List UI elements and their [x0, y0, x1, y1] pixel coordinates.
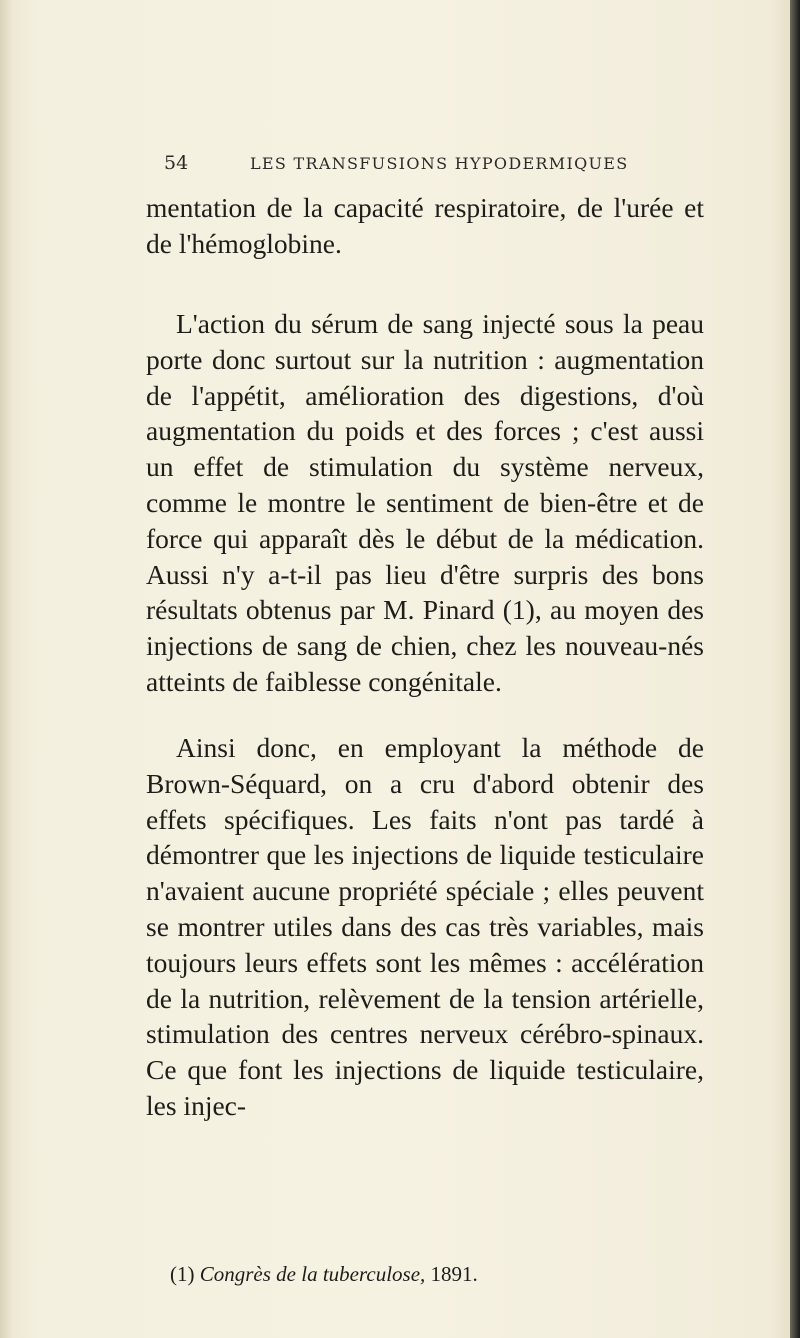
running-head: LES TRANSFUSIONS HYPODERMIQUES	[250, 154, 629, 173]
paragraph-1: mentation de la capacité respiratoire, de l'urée et de l'hémoglobine.	[146, 192, 704, 259]
page-left-edge	[0, 0, 12, 1338]
footnote-marker: (1)	[170, 1262, 195, 1286]
book-binding-edge	[790, 0, 800, 1338]
footnote	[170, 1262, 478, 1287]
paragraph-3: Ainsi donc, en employant la méthode de Brown-Séquard, on a cru d'abord obtenir des effets spécifiques. Les faits n'ont pas tardé à démontrer que les injections de liquide testiculaire n'avaient aucune propriété spéciale ; elles peuvent se montrer utiles dans des cas très variables, mais toujours leurs effets sont les mêmes : accélération de la nutrition, relèvement de la tension artérielle, stimulation des centres nerveux cérébro-spinaux. Ce que font les injections de liquide testiculaire, les injec-	[146, 732, 704, 1121]
page-number: 54	[164, 152, 189, 174]
footnote-title: Congrès de la tuberculose,	[199, 1262, 426, 1286]
paragraph-2: L'action du sérum de sang injecté sous la peau porte donc surtout sur la nutrition : augmentation de l'appétit, amélioration des digestions, d'où augmentation du poids et des forces ; c'est aussi un effet de stimulation du système nerveux, comme le montre le sentiment de bien-être et de force qui apparaît dès le début de la médication. Aussi n'y a-t-il pas lieu d'être surpris des bons résultats obtenus par M. Pinard (1), au moyen des injections de sang de chien, chez les nouveau-nés atteints de faiblesse congénitale.	[146, 308, 704, 697]
footnote-year: 1891.	[430, 1262, 478, 1286]
